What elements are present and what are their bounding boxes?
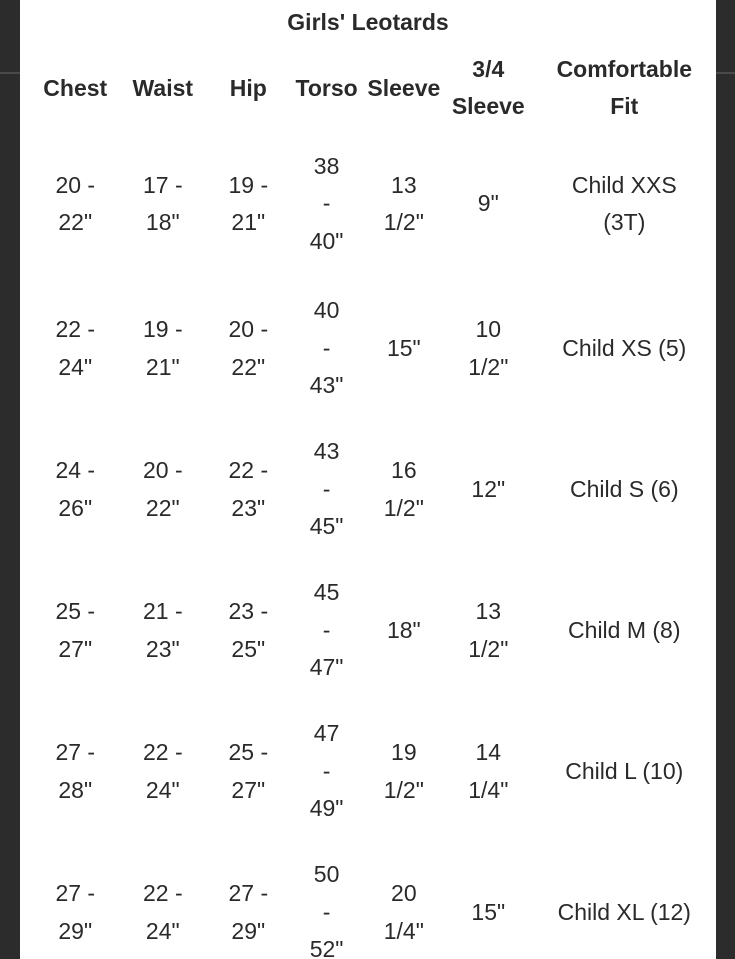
table-row bbox=[32, 560, 716, 701]
cell-waist: 17 - 18" bbox=[142, 171, 183, 235]
cell-waist: 22 - 24" bbox=[142, 880, 183, 944]
cell-sleeve: 19 1/2" bbox=[383, 739, 424, 803]
cell-waist: 19 - 21" bbox=[142, 316, 183, 380]
cell-torso: 43 - 45" bbox=[309, 438, 344, 540]
cell-comfortable-fit: Child XXS (3T) bbox=[571, 171, 677, 235]
cell-chest: 24 - 26" bbox=[55, 457, 96, 521]
cell-sleeve: 20 1/4" bbox=[383, 880, 424, 944]
cell-chest: 27 - 29" bbox=[55, 880, 96, 944]
table-row bbox=[32, 842, 716, 959]
cell-torso: 50 - 52" bbox=[309, 861, 344, 959]
table-row bbox=[32, 701, 716, 842]
backdrop-divider-left bbox=[0, 72, 20, 74]
cell-chest: 20 - 22" bbox=[55, 171, 96, 235]
cell-three-quarter-sleeve: 14 1/4" bbox=[468, 739, 509, 803]
cell-hip: 25 - 27" bbox=[228, 739, 269, 803]
cell-hip: 23 - 25" bbox=[228, 598, 269, 662]
cell-three-quarter-sleeve: 10 1/2" bbox=[468, 316, 509, 380]
column-header-comfortable-fit: Comfortable Fit bbox=[556, 56, 693, 119]
cell-torso: 40 - 43" bbox=[309, 297, 344, 399]
cell-three-quarter-sleeve: 9" bbox=[477, 190, 499, 217]
size-chart-title: Girls' Leotards bbox=[287, 9, 449, 35]
cell-comfortable-fit: Child L (10) bbox=[565, 757, 684, 784]
cell-hip: 22 - 23" bbox=[228, 457, 269, 521]
cell-hip: 19 - 21" bbox=[228, 171, 269, 235]
column-header-sleeve: Sleeve bbox=[367, 74, 441, 101]
column-header-chest: Chest bbox=[43, 74, 108, 101]
cell-sleeve: 13 1/2" bbox=[383, 171, 424, 235]
cell-chest: 27 - 28" bbox=[55, 739, 96, 803]
cell-comfortable-fit: Child XS (5) bbox=[562, 334, 687, 361]
table-header-row bbox=[32, 46, 716, 130]
table-row bbox=[32, 278, 716, 419]
cell-comfortable-fit: Child M (8) bbox=[568, 616, 681, 643]
table-row bbox=[32, 130, 716, 278]
cell-comfortable-fit: Child XL (12) bbox=[557, 898, 691, 925]
cell-sleeve: 15" bbox=[386, 334, 421, 361]
column-header-hip: Hip bbox=[229, 74, 267, 101]
cell-hip: 27 - 29" bbox=[228, 880, 269, 944]
cell-torso: 47 - 49" bbox=[309, 720, 344, 822]
cell-torso: 38 - 40" bbox=[309, 152, 344, 254]
size-chart-sheet bbox=[20, 0, 716, 959]
column-header-torso: Torso bbox=[295, 74, 358, 101]
cell-waist: 22 - 24" bbox=[142, 739, 183, 803]
cell-three-quarter-sleeve: 12" bbox=[471, 475, 506, 502]
cell-sleeve: 18" bbox=[386, 616, 421, 643]
column-header-waist: Waist bbox=[132, 74, 194, 101]
cell-chest: 22 - 24" bbox=[55, 316, 96, 380]
cell-three-quarter-sleeve: 13 1/2" bbox=[468, 598, 509, 662]
table-row bbox=[32, 419, 716, 560]
column-header-three-quarter-sleeve: 3/4 Sleeve bbox=[451, 56, 525, 119]
cell-sleeve: 16 1/2" bbox=[383, 457, 424, 521]
cell-waist: 20 - 22" bbox=[142, 457, 183, 521]
cell-hip: 20 - 22" bbox=[228, 316, 269, 380]
cell-chest: 25 - 27" bbox=[55, 598, 96, 662]
size-chart-table bbox=[32, 46, 716, 959]
cell-comfortable-fit: Child S (6) bbox=[569, 475, 679, 502]
cell-three-quarter-sleeve: 15" bbox=[471, 898, 506, 925]
cell-torso: 45 - 47" bbox=[309, 579, 344, 681]
backdrop-divider-right bbox=[716, 72, 735, 74]
cell-waist: 21 - 23" bbox=[142, 598, 183, 662]
